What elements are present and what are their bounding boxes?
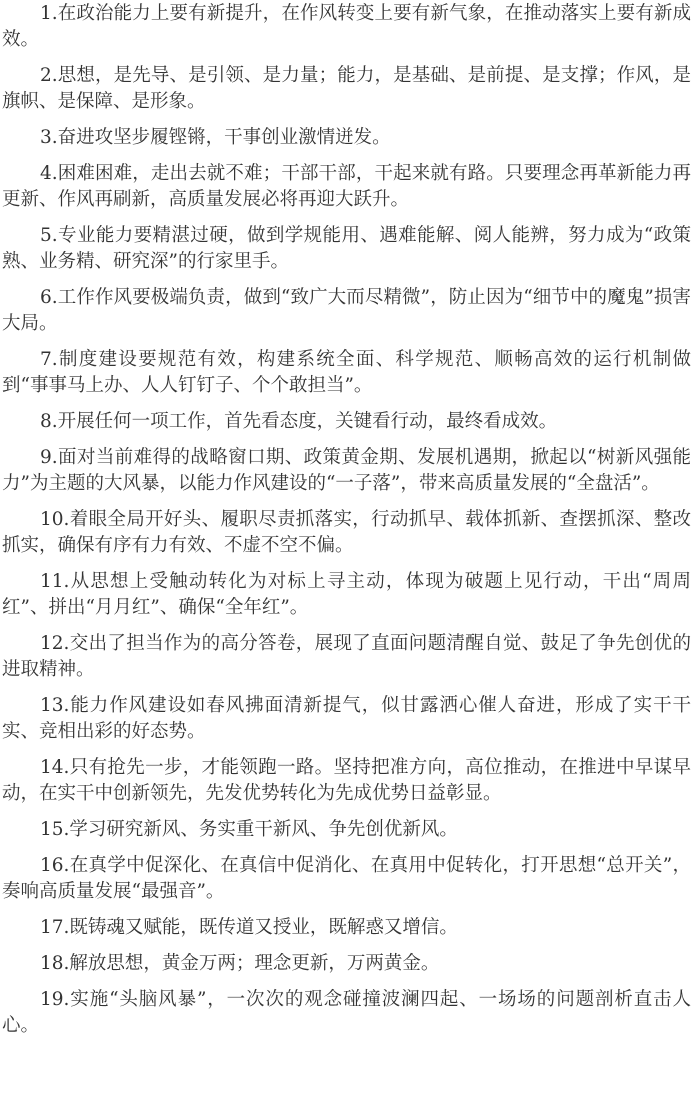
- paragraph-12: 12.交出了担当作为的高分答卷，展现了直面问题清醒自觉、鼓足了争先创优的进取精神。: [2, 633, 691, 680]
- paragraph-10: 10.着眼全局开好头、履职尽责抓落实，行动抓早、载体抓新、查摆抓深、整改抓实，确保有序有力有效、不虚不空不偏。: [2, 509, 691, 556]
- paragraph-7: 7.制度建设要规范有效，构建系统全面、科学规范、顺畅高效的运行机制做到“事事马上办、人人钉钉子、个个敢担当”。: [2, 349, 691, 396]
- paragraph-2: 2.思想，是先导、是引领、是力量；能力，是基础、是前提、是支撑；作风，是旗帜、是保障、是形象。: [2, 65, 691, 112]
- paragraph-9: 9.面对当前难得的战略窗口期、政策黄金期、发展机遇期，掀起以“树新风强能力”为主题的大风暴，以能力作风建设的“一子落”，带来高质量发展的“全盘活”。: [2, 447, 691, 494]
- paragraph-17: 17.既铸魂又赋能，既传道又授业，既解惑又增信。: [40, 917, 458, 938]
- paragraph-8: 8.开展任何一项工作，首先看态度，关键看行动，最终看成效。: [40, 411, 558, 432]
- paragraph-13: 13.能力作风建设如春风拂面清新提气，似甘露洒心催人奋进，形成了实干干实、竞相出彩的好态势。: [2, 695, 691, 742]
- paragraph-19: 19.实施“头脑风暴”，一次次的观念碰撞波澜四起、一场场的问题剖析直击人心。: [2, 989, 691, 1036]
- paragraph-3: 3.奋进攻坚步履铿锵，干事创业激情迸发。: [40, 127, 391, 148]
- paragraph-11: 11.从思想上受触动转化为对标上寻主动，体现为破题上见行动，干出“周周红”、拼出“月月红”、确保“全年红”。: [2, 571, 691, 618]
- paragraph-16: 16.在真学中促深化、在真信中促消化、在真用中促转化，打开思想“总开关”，奏响高质量发展“最强音”。: [2, 855, 691, 902]
- paragraph-4: 4.困难困难，走出去就不难；干部干部，干起来就有路。只要理念再革新能力再更新、作风再刷新，高质量发展必将再迎大跃升。: [2, 163, 691, 210]
- paragraph-6: 6.工作作风要极端负责，做到“致广大而尽精微”，防止因为“细节中的魔鬼”损害大局。: [2, 287, 691, 334]
- paragraph-18: 18.解放思想，黄金万两；理念更新，万两黄金。: [40, 953, 440, 974]
- paragraph-15: 15.学习研究新风、务实重干新风、争先创优新风。: [40, 819, 458, 840]
- paragraph-5: 5.专业能力要精湛过硬，做到学规能用、遇难能解、阅人能辨，努力成为“政策熟、业务精、研究深”的行家里手。: [2, 225, 691, 272]
- document-body: [2, 0, 691, 1049]
- paragraph-1: 1.在政治能力上要有新提升，在作风转变上要有新气象，在推动落实上要有新成效。: [2, 3, 691, 50]
- paragraph-14: 14.只有抢先一步，才能领跑一路。坚持把准方向，高位推动，在推进中早谋早动，在实干中创新领先，先发优势转化为先成优势日益彰显。: [2, 757, 691, 804]
